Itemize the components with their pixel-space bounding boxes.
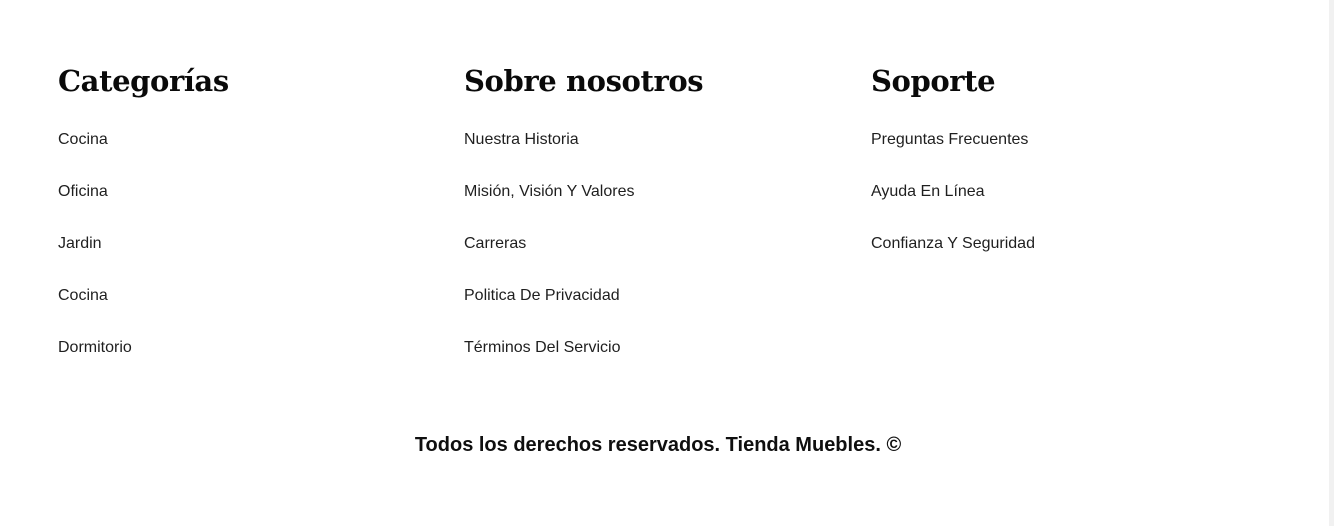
list-item: [464, 129, 634, 181]
category-link-dormitorio[interactable]: Dormitorio: [58, 339, 132, 356]
list-item: [464, 181, 634, 233]
list-item: [464, 233, 634, 285]
categories-heading: Categorías: [58, 64, 229, 98]
about-link-privacidad[interactable]: Politica De Privacidad: [464, 287, 620, 304]
about-link-terminos[interactable]: Términos Del Servicio: [464, 339, 621, 356]
list-item: [58, 285, 132, 337]
category-link-cocina-2[interactable]: Cocina: [58, 287, 108, 304]
category-link-jardin[interactable]: Jardin: [58, 235, 102, 252]
support-column: [871, 59, 1271, 252]
support-list: [871, 129, 1035, 285]
category-link-oficina[interactable]: Oficina: [58, 183, 108, 200]
list-item: [871, 233, 1035, 285]
about-list: [464, 129, 634, 389]
list-item: [58, 181, 132, 233]
list-item: [871, 129, 1035, 181]
list-item: [58, 233, 132, 285]
list-item: [58, 337, 132, 389]
page-scrollbar-edge: [1329, 0, 1334, 526]
list-item: [464, 285, 634, 337]
support-link-confianza[interactable]: Confianza Y Seguridad: [871, 235, 1035, 252]
categories-list: [58, 129, 132, 389]
list-item: [871, 181, 1035, 233]
support-link-ayuda[interactable]: Ayuda En Línea: [871, 183, 985, 200]
list-item: [464, 337, 634, 389]
about-link-mision[interactable]: Misión, Visión Y Valores: [464, 183, 635, 200]
copyright-text: Todos los derechos reservados. Tienda Muebles. ©: [414, 434, 902, 456]
footer-columns: [58, 0, 1278, 400]
category-link-cocina[interactable]: Cocina: [58, 131, 108, 148]
support-heading: Soporte: [871, 64, 996, 98]
about-link-carreras[interactable]: Carreras: [464, 235, 527, 252]
list-item: [58, 129, 132, 181]
support-link-faq[interactable]: Preguntas Frecuentes: [871, 131, 1029, 148]
categories-column: [58, 59, 458, 356]
about-column: [464, 59, 864, 356]
about-heading: Sobre nosotros: [464, 64, 704, 98]
about-link-historia[interactable]: Nuestra Historia: [464, 131, 579, 148]
